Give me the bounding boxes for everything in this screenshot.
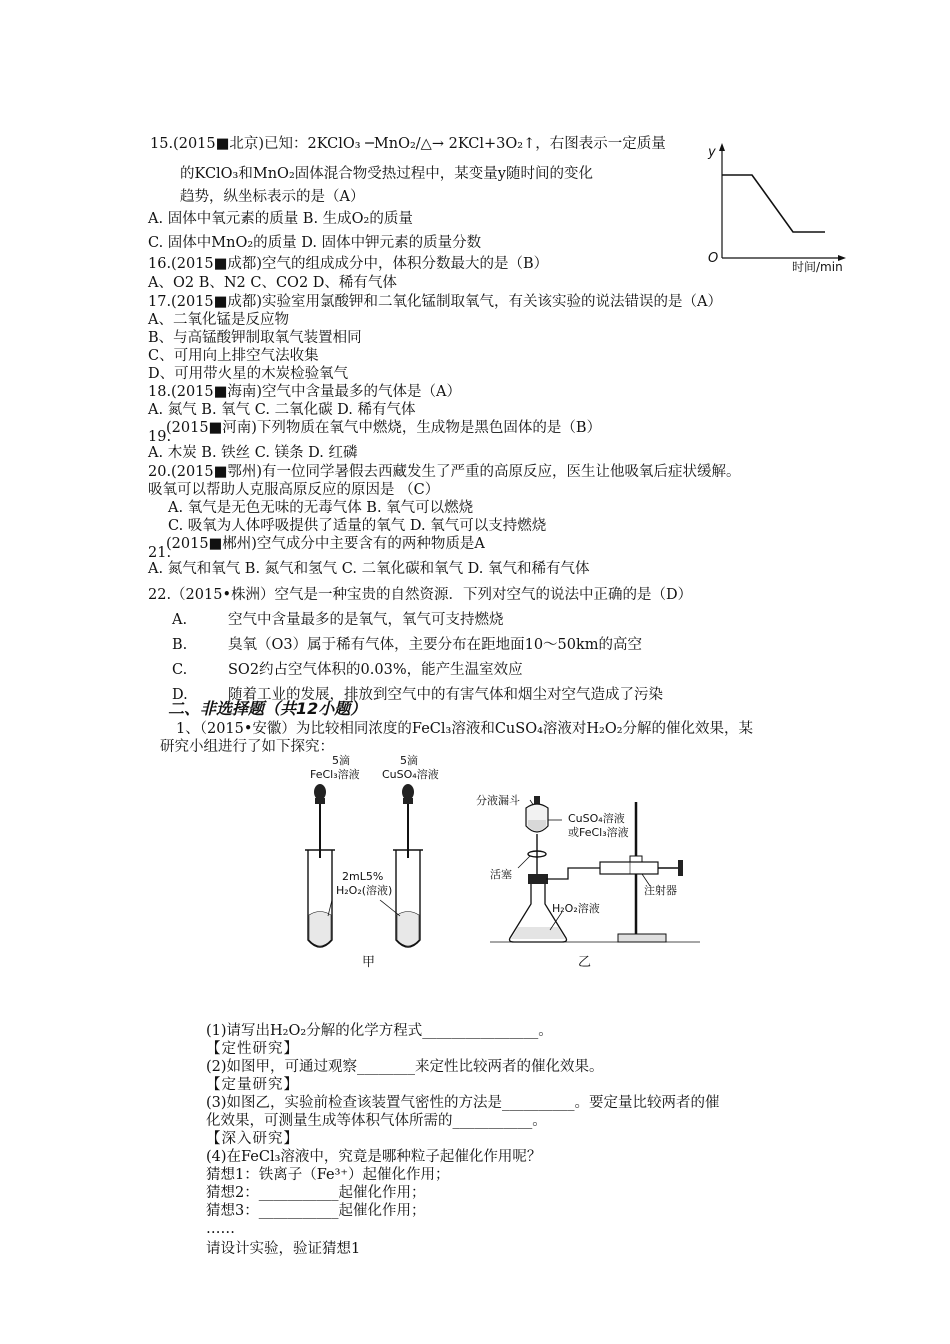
q22-option-c-text: SO2约占空气体积的0.03%，能产生温室效应 xyxy=(228,662,523,678)
figure-yi-caption: 乙 xyxy=(578,955,592,970)
q21-number: 21. xyxy=(148,545,172,561)
separatory-funnel xyxy=(518,796,562,874)
q19-number: 19. xyxy=(148,429,172,445)
q20-stem-line2: 吸氧可以帮助人克服高原反应的原因是 （C） xyxy=(148,482,440,498)
ellipsis: …… xyxy=(206,1221,235,1237)
figure-jia xyxy=(300,750,460,975)
guess-3: 猜想3：___________起催化作用； xyxy=(206,1203,426,1219)
right-drops-label: 5滴 xyxy=(400,754,418,767)
p1-question-3-line2: 化效果，可测量生成等体积气体所需的___________。 xyxy=(206,1113,547,1129)
catalyst-solution-line2: 或FeCl₃溶液 xyxy=(568,826,629,839)
catalyst-solution-line1: CuSO₄溶液 xyxy=(568,812,625,825)
q15-graph xyxy=(700,140,850,275)
q17-option-c: C、可用向上排空气法收集 xyxy=(148,348,319,364)
left-drops-label: 5滴 xyxy=(332,754,350,767)
q15-stem-line1: 15.(2015■北京)已知：2KClO₃ ─MnO₂/△→ 2KCl+3O₂↑，右图表示一定质量 xyxy=(150,136,666,152)
p1-stem-line2: 研究小组进行了如下探究： xyxy=(160,739,334,755)
syringe xyxy=(600,860,683,886)
q17-option-a: A、二氧化锰是反应物 xyxy=(148,312,289,328)
figure-jia-caption: 甲 xyxy=(362,955,376,970)
right-dropper xyxy=(402,784,414,858)
connecting-tube xyxy=(546,868,600,879)
q15-options-cd: C. 固体中MnO₂的质量 D. 固体中钾元素的质量分数 xyxy=(148,235,482,251)
q17-stem: 17.(2015■成都)实验室用氯酸钾和二氧化锰制取氧气，有关该实验的说法错误的是（A） xyxy=(148,294,722,310)
left-dropper xyxy=(314,784,326,858)
q22-option-b-letter: B. xyxy=(172,637,188,653)
heading-in-depth: 【深入研究】 xyxy=(206,1131,299,1147)
stopcock-label: 活塞 xyxy=(490,868,512,881)
heading-quantitative: 【定量研究】 xyxy=(206,1077,299,1093)
q22-option-b-text: 臭氧（O3）属于稀有气体，主要分布在距地面10～50km的高空 xyxy=(228,637,643,653)
q20-options-cd: C. 吸氧为人体呼吸提供了适量的氧气 D. 氧气可以支持燃烧 xyxy=(168,518,547,534)
right-test-tube xyxy=(393,850,423,947)
p1-question-4: (4)在FeCl₃溶液中，究竟是哪种粒子起催化作用呢？ xyxy=(206,1149,542,1165)
q18-options: A. 氮气 B. 氧气 C. 二氧化碳 D. 稀有气体 xyxy=(148,402,416,418)
y-axis-arrow xyxy=(719,143,725,151)
q21-stem: (2015■郴州)空气成分中主要含有的两种物质是A xyxy=(166,536,485,552)
q20-stem-line1: 20.(2015■鄂州)有一位同学暑假去西藏发生了严重的高原反应，医生让他吸氧后症状缓解。 xyxy=(148,464,741,480)
y-axis-label: y xyxy=(708,145,716,160)
q22-option-c-letter: C. xyxy=(172,662,188,678)
q16-options: A、O2 B、N2 C、CO2 D、稀有气体 xyxy=(148,275,397,291)
origin-label: O xyxy=(708,251,719,266)
section-heading: 二、非选择题（共12小题） xyxy=(168,699,367,718)
design-experiment-prompt: 请设计实验，验证猜想1 xyxy=(206,1241,361,1257)
guess-1: 猜想1：铁离子（Fe³⁺）起催化作用； xyxy=(206,1167,450,1183)
figure-yi xyxy=(470,782,710,977)
guess-2: 猜想2：___________起催化作用； xyxy=(206,1185,426,1201)
q17-option-b: B、与高锰酸钾制取氧气装置相同 xyxy=(148,330,362,346)
h2o2-solution-label: H₂O₂(溶液) xyxy=(336,884,393,897)
funnel-label: 分液漏斗 xyxy=(476,794,520,807)
q19-stem: (2015■河南)下列物质在氧气中燃烧，生成物是黑色固体的是（B） xyxy=(166,420,602,436)
left-reagent-label: FeCl₃溶液 xyxy=(310,768,360,781)
q20-options-ab: A. 氧气是无色无味的无毒气体 B. 氧气可以燃烧 xyxy=(168,500,474,516)
p1-stem-line1: 1、（2015•安徽）为比较相同浓度的FeCl₃溶液和CuSO₄溶液对H₂O₂分解的催化效果，某 xyxy=(176,721,754,737)
h2o2-amount-label: 2mL5% xyxy=(342,870,384,883)
y-trend-line xyxy=(722,175,825,232)
syringe-label: 注射器 xyxy=(644,884,677,897)
right-reagent-label: CuSO₄溶液 xyxy=(382,768,439,781)
q22-option-d-letter: D. xyxy=(172,687,188,703)
q22-stem: 22.（2015•株洲）空气是一种宝贵的自然资源．下列对空气的说法中正确的是（D） xyxy=(148,587,693,603)
q21-options: A. 氮气和氧气 B. 氮气和氢气 C. 二氧化碳和氧气 D. 氧气和稀有气体 xyxy=(148,561,590,577)
q15-options-ab: A. 固体中氧元素的质量 B. 生成O₂的质量 xyxy=(148,211,413,227)
q22-option-a-letter: A. xyxy=(172,612,188,628)
q16-stem: 16.(2015■成都)空气的组成成分中，体积分数最大的是（B） xyxy=(148,256,549,272)
heading-qualitative: 【定性研究】 xyxy=(206,1041,299,1057)
flask-h2o2-label: H₂O₂溶液 xyxy=(552,902,600,915)
x-axis-label: 时间/min xyxy=(792,260,843,274)
p1-question-3-line1: (3)如图乙，实验前检查该装置气密性的方法是__________。要定量比较两者的催 xyxy=(206,1095,720,1111)
q15-stem-line2: 的KClO₃和MnO₂固体混合物受热过程中，某变量y随时间的变化 xyxy=(180,166,593,182)
q22-option-a-text: 空气中含量最多的是氧气，氧气可支持燃烧 xyxy=(228,612,504,628)
p1-question-1: (1)请写出H₂O₂分解的化学方程式________________。 xyxy=(206,1023,553,1039)
left-test-tube xyxy=(305,850,335,947)
q22-option-d-text: 随着工业的发展，排放到空气中的有害气体和烟尘对空气造成了污染 xyxy=(228,687,663,703)
q15-stem-line3: 趋势，纵坐标表示的是（A） xyxy=(180,189,365,205)
q19-options: A. 木炭 B. 铁丝 C. 镁条 D. 红磷 xyxy=(148,445,358,461)
q18-stem: 18.(2015■海南)空气中含量最多的气体是（A） xyxy=(148,384,461,400)
q17-option-d: D、可用带火星的木炭检验氧气 xyxy=(148,366,349,382)
p1-question-2: (2)如图甲，可通过观察________来定性比较两者的催化效果。 xyxy=(206,1059,604,1075)
